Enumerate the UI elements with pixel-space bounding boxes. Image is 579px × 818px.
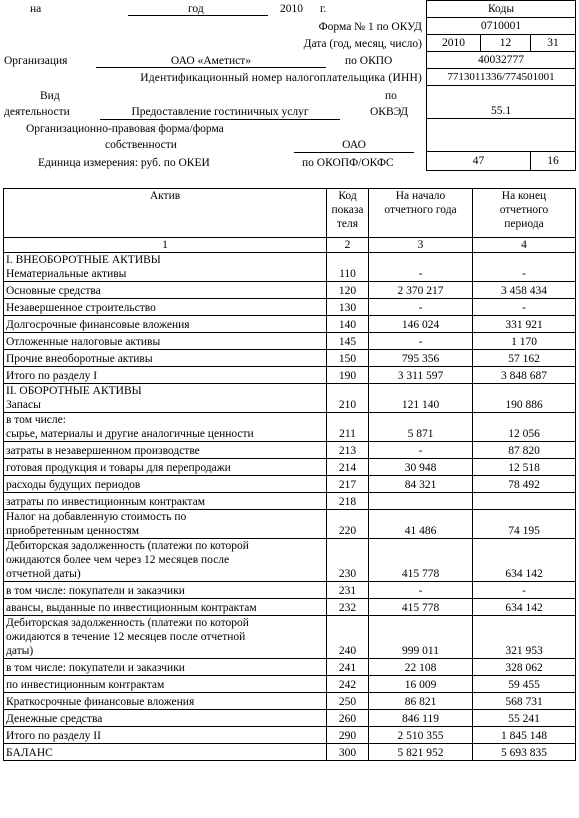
- row-end-value: 5 693 835: [473, 744, 576, 761]
- okved-code: 55.1: [427, 86, 576, 119]
- row-end-value: 331 921: [473, 316, 576, 333]
- row-end-value: 1 170: [473, 333, 576, 350]
- row-label: [4, 316, 327, 333]
- row-end-value: 3 848 687: [473, 367, 576, 384]
- row-label-line: расходы будущих периодов: [6, 479, 141, 491]
- table-row: [4, 727, 576, 744]
- inn-label: Идентификационный номер налогоплательщика (ИНН): [140, 72, 422, 84]
- row-end-value: 59 455: [473, 676, 576, 693]
- table-header-row: [4, 189, 576, 238]
- row-label-line: Прочие внеоборотные активы: [6, 353, 153, 365]
- row-code: 250: [327, 693, 369, 710]
- row-code: 260: [327, 710, 369, 727]
- row-start-value: [369, 493, 473, 510]
- okved-label: ОКВЭД: [370, 106, 409, 118]
- row-label-line: в том числе: покупатели и заказчики: [6, 662, 185, 674]
- table-body: [4, 253, 576, 761]
- row-end-value: -: [473, 299, 576, 316]
- vid-label: Вид: [40, 90, 60, 102]
- row-start-value: 86 821: [369, 693, 473, 710]
- row-end-value: 190 886: [473, 384, 576, 413]
- row-label-line: Дебиторская задолженность (платежи по которой: [6, 617, 249, 629]
- row-code: 290: [327, 727, 369, 744]
- row-start-value: -: [369, 299, 473, 316]
- column-number-row: [4, 238, 576, 253]
- okud-code: 0710001: [427, 18, 576, 35]
- row-start-value: 415 778: [369, 599, 473, 616]
- col-code-line-2: показа: [331, 204, 364, 216]
- activity-underline: [100, 119, 340, 120]
- row-label: [4, 659, 327, 676]
- row-code: 130: [327, 299, 369, 316]
- row-start-value: 2 510 355: [369, 727, 473, 744]
- row-label: [4, 476, 327, 493]
- table-row: [4, 582, 576, 599]
- row-code: 217: [327, 476, 369, 493]
- col-code-line-1: Код: [338, 190, 357, 202]
- table-row: [4, 659, 576, 676]
- table-row: [4, 510, 576, 539]
- row-label-line: приобретенным ценностям: [6, 525, 139, 537]
- okpo-label: по ОКПО: [345, 55, 393, 67]
- row-code: 300: [327, 744, 369, 761]
- row-end-value: 57 162: [473, 350, 576, 367]
- row-label: [4, 384, 327, 413]
- row-label-line: Отложенные налоговые активы: [6, 336, 161, 348]
- col-end-line-3: периода: [504, 218, 544, 230]
- row-start-value: 5 821 952: [369, 744, 473, 761]
- row-end-value: 12 056: [473, 413, 576, 442]
- row-label: [4, 510, 327, 539]
- row-start-value: 2 370 217: [369, 282, 473, 299]
- row-code: 120: [327, 282, 369, 299]
- row-end-value: 12 518: [473, 459, 576, 476]
- row-end-value: 74 195: [473, 510, 576, 539]
- row-start-value: -: [369, 442, 473, 459]
- row-code: 214: [327, 459, 369, 476]
- row-label-line: Дебиторская задолженность (платежи по которой: [6, 540, 249, 552]
- col-end-line-2: отчетного: [499, 204, 549, 216]
- inn-code: 7713011336/774501001: [427, 69, 576, 86]
- row-label: [4, 539, 327, 582]
- row-code: 232: [327, 599, 369, 616]
- row-label-line: ожидаются более чем через 12 месяцев после: [6, 554, 230, 566]
- row-start-value: -: [369, 333, 473, 350]
- row-label: [4, 442, 327, 459]
- col-end-header: [473, 189, 576, 238]
- table-row: [4, 599, 576, 616]
- row-code: 145: [327, 333, 369, 350]
- row-label: [4, 599, 327, 616]
- table-row: [4, 476, 576, 493]
- balance-table: [3, 188, 576, 761]
- table-row: [4, 350, 576, 367]
- date-day: 31: [531, 35, 576, 52]
- table-row: [4, 253, 576, 282]
- row-label-line: затраты по инвестиционным контрактам: [6, 496, 205, 508]
- row-end-value: 568 731: [473, 693, 576, 710]
- row-end-value: -: [473, 253, 576, 282]
- row-end-value: 321 953: [473, 616, 576, 659]
- table-row: [4, 693, 576, 710]
- row-code: 140: [327, 316, 369, 333]
- row-label: [4, 616, 327, 659]
- row-label-line: в том числе: покупатели и заказчики: [6, 585, 185, 597]
- table-row: [4, 316, 576, 333]
- row-label-line: сырье, материалы и другие аналогичные ценности: [6, 428, 254, 440]
- table-row: [4, 333, 576, 350]
- row-label: [4, 350, 327, 367]
- table-row: [4, 744, 576, 761]
- opf-underline: [294, 152, 414, 153]
- row-end-value: -: [473, 582, 576, 599]
- row-code: 230: [327, 539, 369, 582]
- row-label-line: I. ВНЕОБОРОТНЫЕ АКТИВЫ: [6, 254, 161, 266]
- year-label: год: [188, 3, 204, 15]
- opf-code-cell: [427, 119, 576, 152]
- row-code: 240: [327, 616, 369, 659]
- okopf-label: по ОКОПФ/ОКФС: [302, 157, 394, 169]
- row-start-value: 3 311 597: [369, 367, 473, 384]
- row-start-value: -: [369, 253, 473, 282]
- codes-box: [426, 0, 576, 171]
- col-asset-header: [4, 189, 327, 238]
- codes-title: Коды: [427, 1, 576, 18]
- row-label-line: Итого по разделу II: [6, 730, 101, 742]
- table-row: [4, 282, 576, 299]
- row-start-value: 41 486: [369, 510, 473, 539]
- row-start-value: 30 948: [369, 459, 473, 476]
- row-label-line: затраты в незавершенном производстве: [6, 445, 200, 457]
- row-label-line: Нематериальные активы: [6, 268, 127, 280]
- row-label: [4, 582, 327, 599]
- row-label-line: в том числе:: [6, 414, 66, 426]
- row-end-value: 87 820: [473, 442, 576, 459]
- row-code: 241: [327, 659, 369, 676]
- date-label: Дата (год, месяц, число): [303, 38, 422, 50]
- row-end-value: 1 845 148: [473, 727, 576, 744]
- row-label-line: Запасы: [6, 399, 41, 411]
- row-start-value: 795 356: [369, 350, 473, 367]
- row-label-line: готовая продукция и товары для перепродажи: [6, 462, 231, 474]
- table-row: [4, 384, 576, 413]
- row-label-line: БАЛАНС: [6, 747, 53, 759]
- row-label: [4, 676, 327, 693]
- row-start-value: 146 024: [369, 316, 473, 333]
- okpo-code: 40032777: [427, 52, 576, 69]
- row-end-value: 634 142: [473, 599, 576, 616]
- col-code-line-3: теля: [336, 218, 359, 230]
- activity-label: деятельности: [4, 106, 70, 118]
- row-start-value: 22 108: [369, 659, 473, 676]
- table-row: [4, 299, 576, 316]
- year-value: 2010: [280, 3, 303, 15]
- na-label: на: [30, 3, 42, 15]
- row-label-line: Незавершенное строительство: [6, 302, 156, 314]
- row-label-line: Краткосрочные финансовые вложения: [6, 696, 195, 708]
- okfs-code: 16: [531, 152, 576, 171]
- row-start-value: 5 871: [369, 413, 473, 442]
- row-end-value: 3 458 434: [473, 282, 576, 299]
- row-code: 231: [327, 582, 369, 599]
- row-label: [4, 282, 327, 299]
- table-row: [4, 616, 576, 659]
- row-code: 210: [327, 384, 369, 413]
- row-label-line: отчетной даты): [6, 568, 81, 580]
- row-start-value: 415 778: [369, 539, 473, 582]
- row-label: [4, 693, 327, 710]
- row-start-value: 999 011: [369, 616, 473, 659]
- row-start-value: -: [369, 582, 473, 599]
- row-code: 242: [327, 676, 369, 693]
- row-label-line: Денежные средства: [6, 713, 103, 725]
- row-label: [4, 367, 327, 384]
- row-label: [4, 710, 327, 727]
- opf-label-1: Организационно-правовая форма/форма: [26, 123, 224, 135]
- row-code: 110: [327, 253, 369, 282]
- date-month: 12: [481, 35, 531, 52]
- col-asset-label: Актив: [149, 190, 181, 202]
- row-label-line: по инвестиционным контрактам: [6, 679, 165, 691]
- row-start-value: 846 119: [369, 710, 473, 727]
- opf-value: ОАО: [342, 139, 366, 151]
- po-label: по: [385, 90, 397, 102]
- row-label-line: Долгосрочные финансовые вложения: [6, 319, 190, 331]
- row-start-value: 16 009: [369, 676, 473, 693]
- row-label: [4, 299, 327, 316]
- activity-value: Предоставление гостиничных услуг: [131, 106, 309, 118]
- table-row: [4, 442, 576, 459]
- okopf-code: 47: [427, 152, 531, 171]
- row-code: 213: [327, 442, 369, 459]
- col-start-header: [369, 189, 473, 238]
- table-row: [4, 367, 576, 384]
- row-code: 218: [327, 493, 369, 510]
- row-label: [4, 744, 327, 761]
- table-row: [4, 710, 576, 727]
- row-label: [4, 253, 327, 282]
- row-label-line: даты): [6, 645, 34, 657]
- col-end-line-1: На конец: [501, 190, 547, 202]
- row-label-line: Налог на добавленную стоимость по: [6, 511, 187, 523]
- org-label: Организация: [4, 55, 68, 67]
- row-end-value: 634 142: [473, 539, 576, 582]
- row-label: [4, 459, 327, 476]
- row-label-line: Основные средства: [6, 285, 101, 297]
- row-start-value: 121 140: [369, 384, 473, 413]
- row-code: 211: [327, 413, 369, 442]
- row-label-line: авансы, выданные по инвестиционным контрактам: [6, 602, 257, 614]
- opf-label-2: собственности: [105, 139, 177, 151]
- col-code-header: [327, 189, 369, 238]
- row-code: 190: [327, 367, 369, 384]
- col-start-line-1: На начало: [395, 190, 446, 202]
- table-row: [4, 493, 576, 510]
- row-label-line: II. ОБОРОТНЫЕ АКТИВЫ: [6, 385, 142, 397]
- col-num-2: 2: [327, 238, 369, 253]
- row-code: 150: [327, 350, 369, 367]
- row-label: [4, 413, 327, 442]
- row-start-value: 84 321: [369, 476, 473, 493]
- unit-label: Единица измерения: руб. по ОКЕИ: [38, 157, 210, 169]
- table-row: [4, 413, 576, 442]
- row-label-line: ожидаются в течение 12 месяцев после отчетной: [6, 631, 246, 643]
- table-row: [4, 676, 576, 693]
- row-label: [4, 493, 327, 510]
- row-code: 220: [327, 510, 369, 539]
- row-label: [4, 727, 327, 744]
- row-end-value: [473, 493, 576, 510]
- col-num-4: 4: [473, 238, 576, 253]
- row-label: [4, 333, 327, 350]
- col-start-line-2: отчетного года: [384, 204, 457, 216]
- row-end-value: 55 241: [473, 710, 576, 727]
- g-label: г.: [320, 3, 327, 15]
- row-end-value: 78 492: [473, 476, 576, 493]
- col-num-3: 3: [369, 238, 473, 253]
- org-name: ОАО «Аметист»: [170, 55, 252, 67]
- row-label-line: Итого по разделу I: [6, 370, 98, 382]
- table-row: [4, 459, 576, 476]
- date-year: 2010: [427, 35, 481, 52]
- col-num-1: 1: [4, 238, 327, 253]
- row-end-value: 328 062: [473, 659, 576, 676]
- table-row: [4, 539, 576, 582]
- form-title: Форма № 1 по ОКУД: [318, 21, 422, 33]
